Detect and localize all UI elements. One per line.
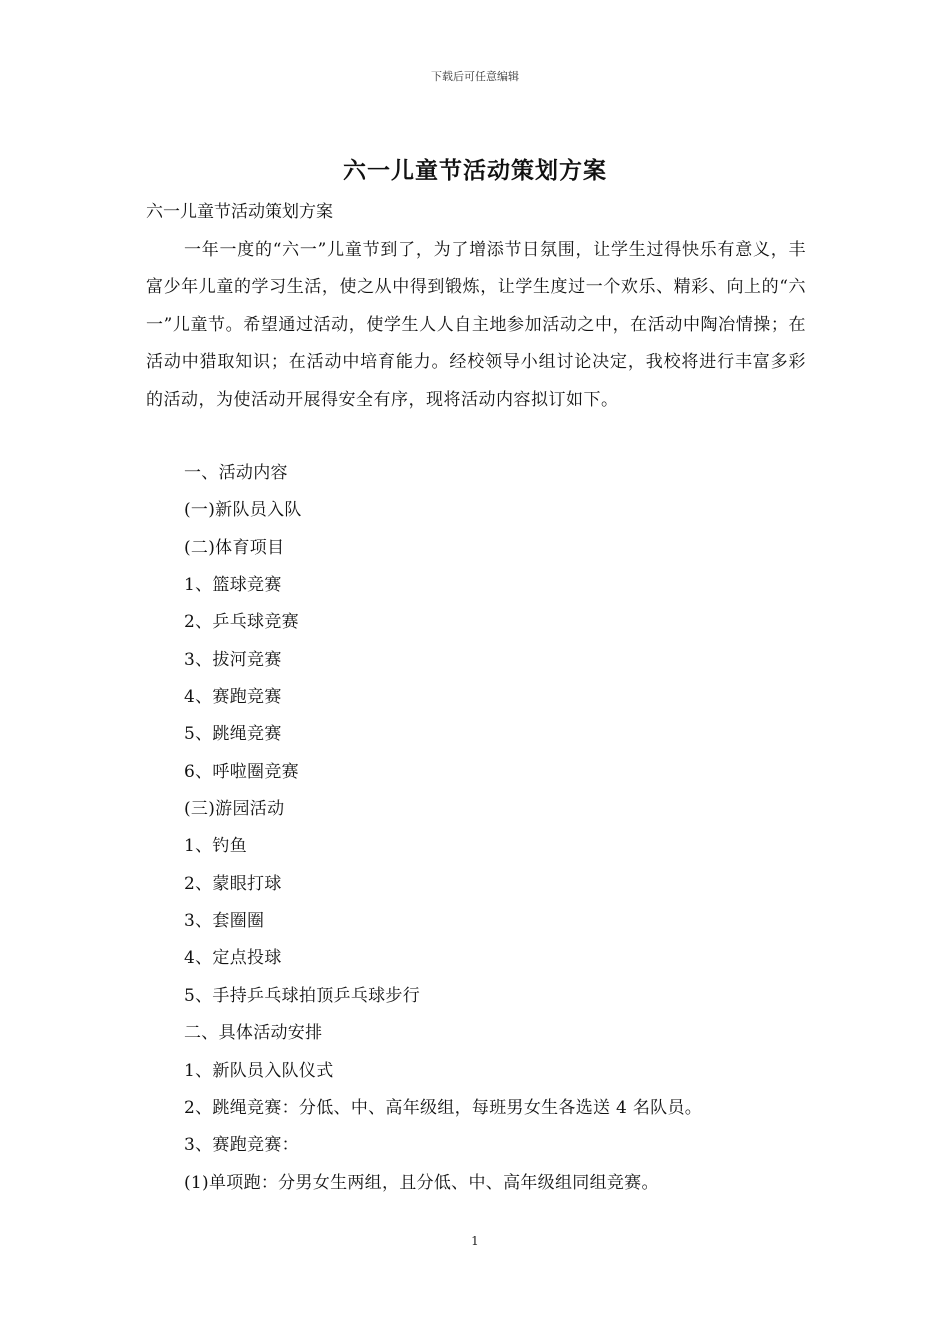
list-item: 3、套圈圈 (184, 911, 265, 932)
list-item: 2、蒙眼打球 (184, 873, 282, 894)
list-item: 1、钓鱼 (184, 836, 248, 857)
list-item: 一、活动内容 (184, 463, 288, 483)
list-item: 1、篮球竞赛 (184, 575, 282, 596)
list-item: (二)体育项目 (184, 537, 285, 558)
list-item: 2、跳绳竞赛：分低、中、高年级组，每班男女生各选送 4 名队员。 (184, 1097, 703, 1118)
list-item: 3、拔河竞赛 (184, 649, 282, 670)
document-subtitle: 六一儿童节活动策划方案 (146, 202, 333, 222)
list-item: (三)游园活动 (184, 799, 285, 820)
document-title: 六一儿童节活动策划方案 (343, 157, 607, 184)
content-list (184, 455, 702, 1202)
list-item: 5、跳绳竞赛 (184, 724, 282, 745)
list-item: 4、赛跑竞赛 (184, 687, 282, 708)
header-note: 下载后可任意编辑 (431, 70, 519, 83)
list-item: 2、乒乓球竞赛 (184, 612, 299, 633)
page-number: 1 (471, 1234, 479, 1248)
list-item: 3、赛跑竞赛： (184, 1135, 299, 1156)
intro-paragraph: 一年一度的“六一”儿童节到了，为了增添节日氛围，让学生过得快乐有意义，丰富少年儿童的学习生活，使之从中得到锻炼，让学生度过一个欢乐、精彩、向上的“六一”儿童节。希望通过活动，使学生人人自主地参加活动之中，在活动中陶冶情操；在活动中猎取知识；在活动中培育能力。经校领导小组讨论决定，我校将进行丰富多彩的活动，为使活动开展得安全有序，现将活动内容拟订如下。 (146, 240, 806, 410)
list-item: 6、呼啦圈竞赛 (184, 761, 299, 782)
list-item: (1)单项跑：分男女生两组，且分低、中、高年级组同组竞赛。 (184, 1172, 659, 1193)
list-item: (一)新队员入队 (184, 500, 302, 521)
list-item: 4、定点投球 (184, 948, 282, 969)
list-item: 二、具体活动安排 (184, 1023, 323, 1044)
list-item: 5、手持乒乓球拍顶乒乓球步行 (184, 985, 421, 1006)
list-item: 1、新队员入队仪式 (184, 1060, 334, 1081)
